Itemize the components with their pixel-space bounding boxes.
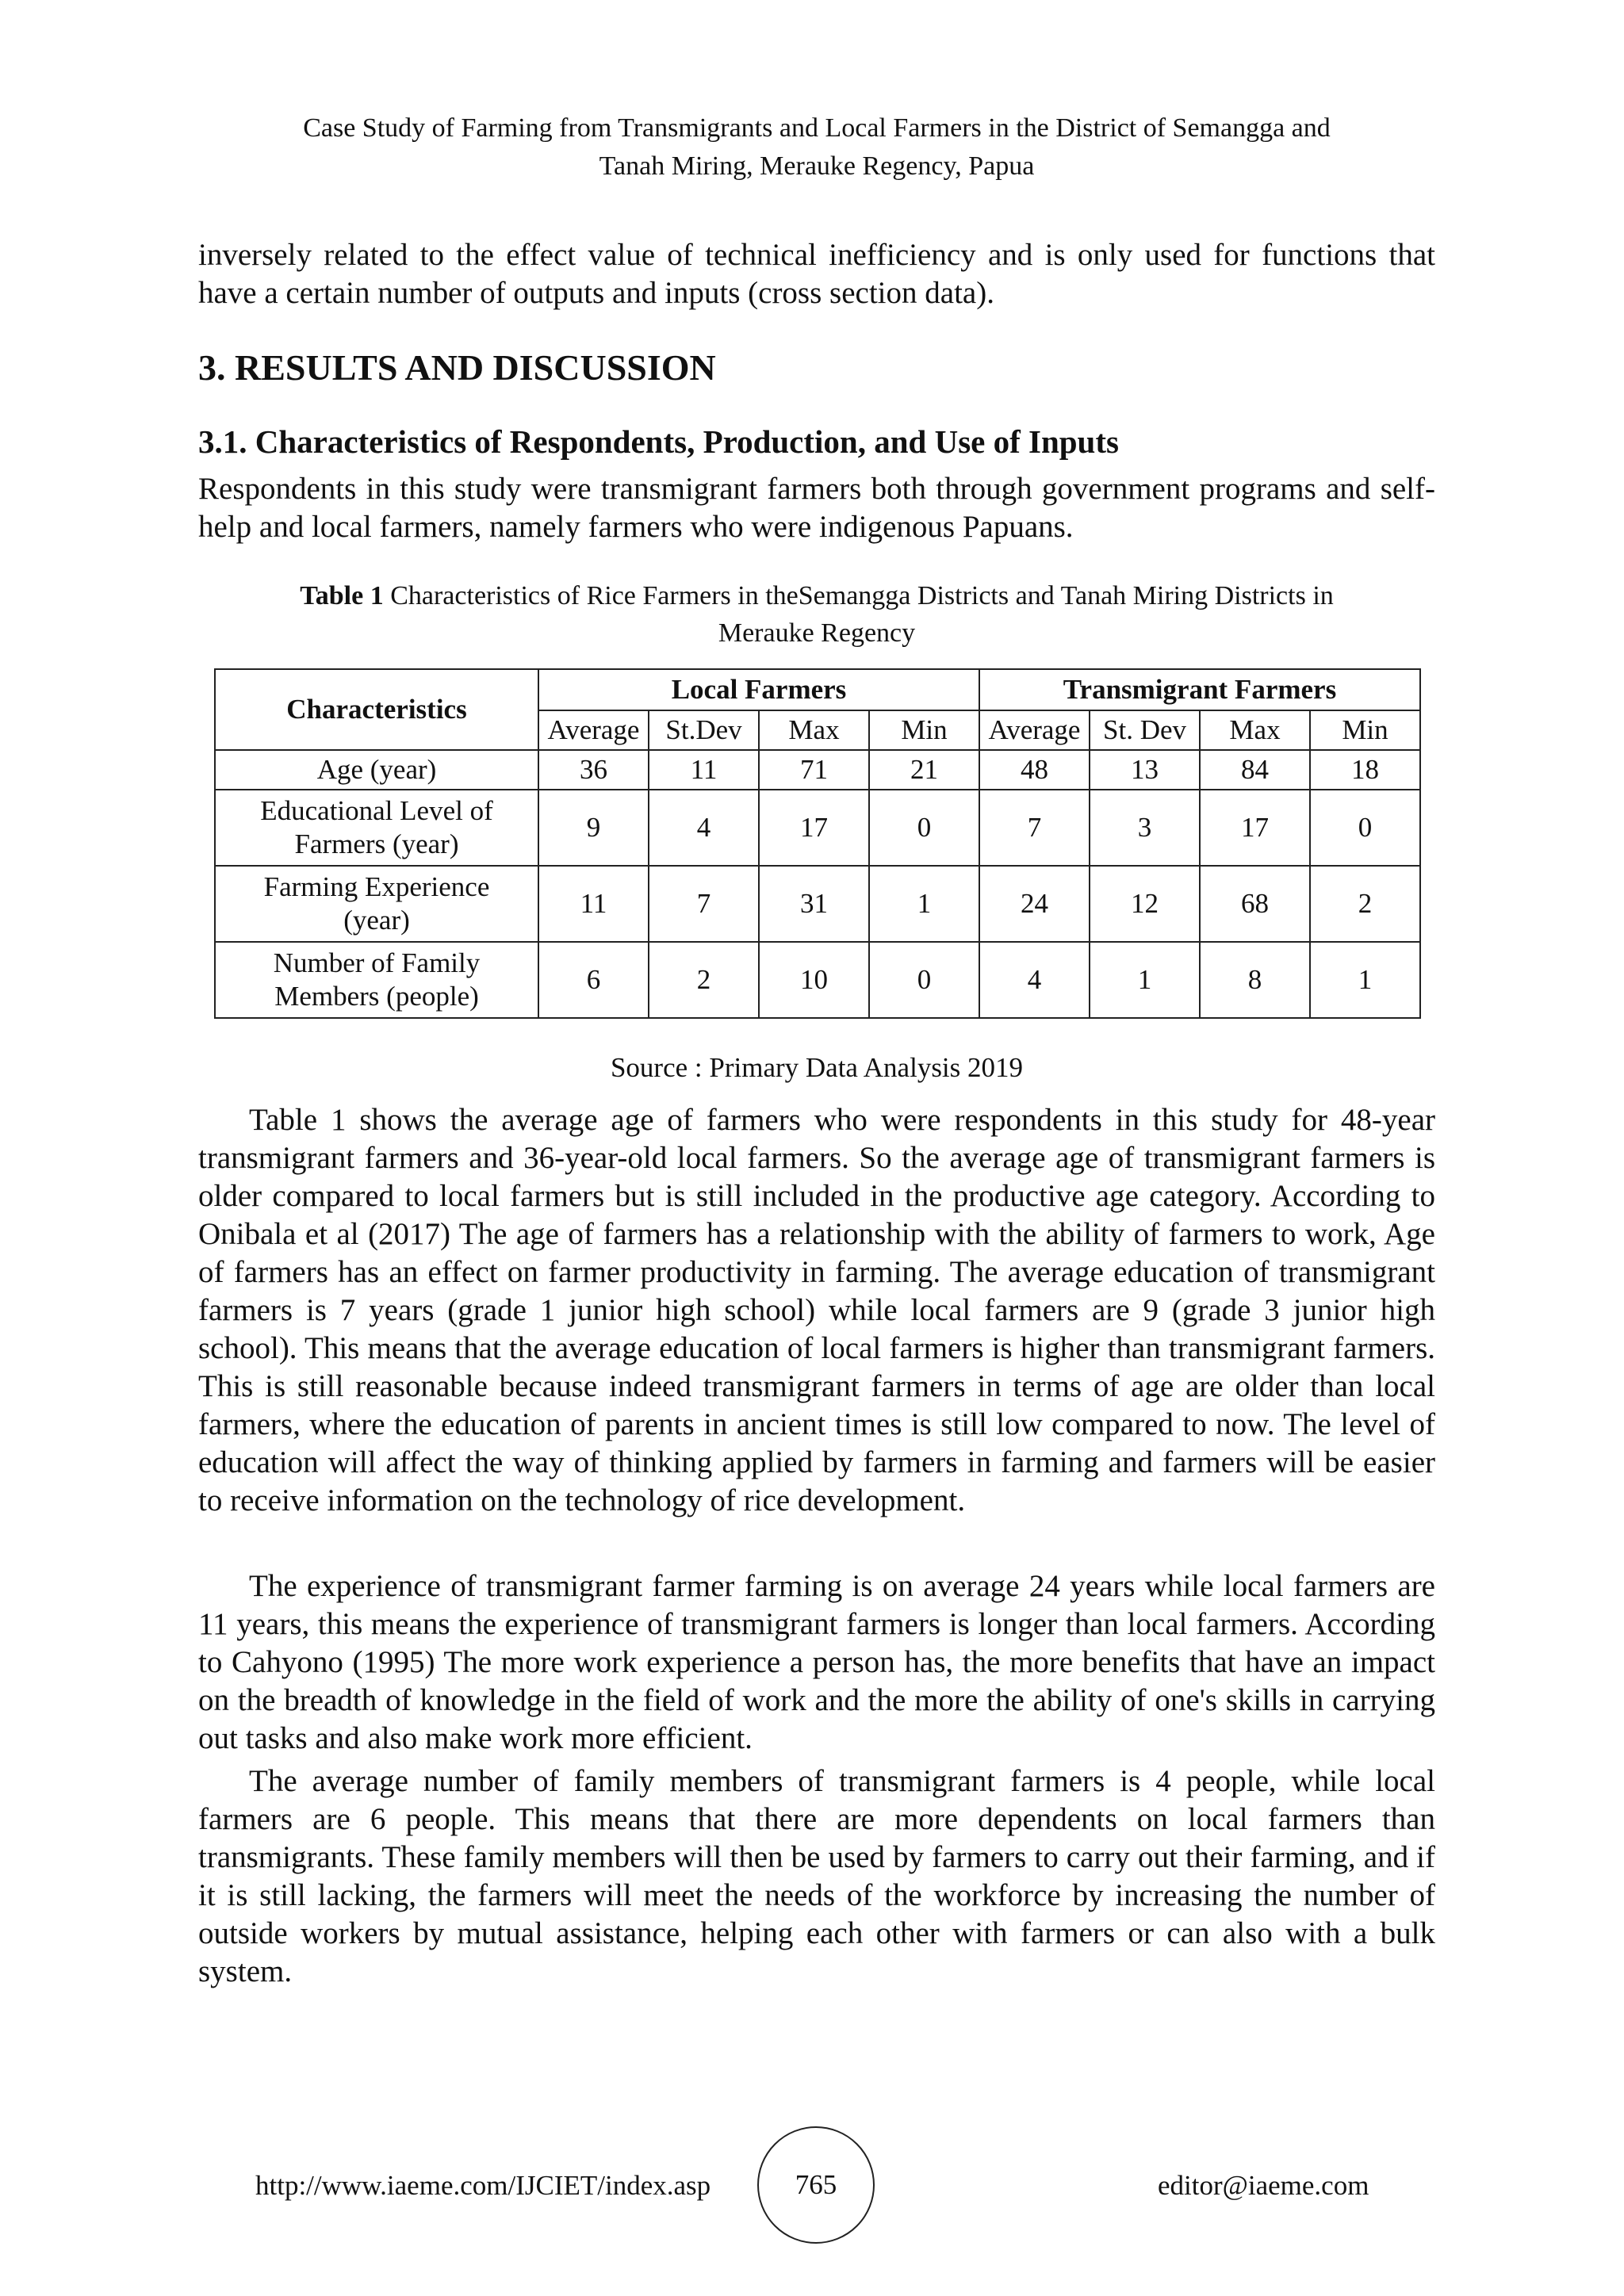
section-heading: 3. RESULTS AND DISCUSSION [198,347,716,388]
subheader-cell: Min [1310,710,1420,750]
table-cell: 1 [1310,942,1420,1018]
table-row [215,790,1420,866]
characteristics-table [214,668,1421,1019]
table-cell: 7 [649,866,759,942]
row-label-line1: Number of Family [273,947,481,978]
table-cell: 21 [869,750,979,790]
subheader-cell: Max [1200,710,1310,750]
table-cell: 17 [1200,790,1310,866]
table-cell: 1 [1090,942,1200,1018]
discussion-paragraph-1: Table 1 shows the average age of farmers who were respondents in this study for 48-year transmigrant farmers and 36-year-old local farmers. So the average age of transmigrant farmers is older compared to local farmers but is still included in the productive age category. According to Onibala et al (2017) The age of farmers has a relationship with the ability of farmers to work, Age of farmers has an effect on farmer productivity in farming. The average education of transmigrant farmers is 7 years (grade 1 junior high school) while local farmers are 9 (grade 3 junior high school). This means that the average education of local farmers is higher than transmigrant farmers. This is still reasonable because indeed transmigrant farmers in terms of age are older than local farmers, where the education of parents in ancient times is still low compared to now. The level of education will affect the way of thinking applied by farmers in farming and farmers will be easier to receive information on the technology of rice development. [198,1103,1435,1517]
footer-url: http://www.iaeme.com/IJCIET/index.asp [255,2170,711,2201]
subheader-cell: St.Dev [649,710,759,750]
row-label-line2: (year) [343,905,410,936]
table-cell: 11 [538,866,649,942]
table-cell: 1 [869,866,979,942]
table-source: Source : Primary Data Analysis 2019 [610,1052,1024,1083]
table-cell: 84 [1200,750,1310,790]
row-label [215,790,538,866]
discussion-paragraph-block-3 [198,1762,1435,1991]
row-label-line1: Farming Experience [263,871,490,902]
page-number-badge [757,2126,875,2244]
intro-paragraph: inversely related to the effect value of technical inefficiency and is only used for functions that have a certain number of outputs and inputs (cross section data). [198,238,1435,310]
intro-paragraph-block [198,236,1435,312]
subsection-paragraph-block [198,470,1435,546]
table-cell: 0 [869,790,979,866]
table-cell: 6 [538,942,649,1018]
subheader-cell: St. Dev [1090,710,1200,750]
table-caption [198,577,1435,652]
table-cell: 3 [1090,790,1200,866]
row-label [215,866,538,942]
discussion-paragraph-block-1 [198,1101,1435,1520]
row-label [215,750,538,790]
transmigrant-farmers-header: Transmigrant Farmers [979,669,1420,710]
table-cell: 2 [1310,866,1420,942]
table-cell: 8 [1200,942,1310,1018]
table-cell: 0 [869,942,979,1018]
running-header-line1: Case Study of Farming from Transmigrants and Local Farmers in the District of Semangga and [303,113,1331,143]
table-cell: 11 [649,750,759,790]
table-row [215,942,1420,1018]
row-label-line2: Farmers (year) [294,828,459,859]
table-cell: 9 [538,790,649,866]
subheader-cell: Max [759,710,869,750]
subsection-paragraph: Respondents in this study were transmigrant farmers both through government programs and self-help and local farmers, namely farmers who were indigenous Papuans. [198,472,1435,544]
table-cell: 71 [759,750,869,790]
discussion-paragraph-3: The average number of family members of transmigrant farmers is 4 people, while local farmers are 6 people. This means that there are more dependents on local farmers than transmigrants. These family members will then be used by farmers to carry out their farming, and if it is still lacking, the farmers will meet the needs of the workforce by increasing the number of outside workers by mutual assistance, helping each other with farmers or can also with a bulk system. [198,1764,1435,1988]
local-farmers-header: Local Farmers [538,669,979,710]
table-row [215,866,1420,942]
table-cell: 13 [1090,750,1200,790]
table-cell: 24 [979,866,1090,942]
table-cell: 10 [759,942,869,1018]
table-cell: 17 [759,790,869,866]
table-group-header-row [215,669,1420,710]
subheader-cell: Min [869,710,979,750]
row-label [215,942,538,1018]
running-header-line2: Tanah Miring, Merauke Regency, Papua [599,151,1035,181]
table-cell: 7 [979,790,1090,866]
table-cell: 4 [649,790,759,866]
table-cell: 12 [1090,866,1200,942]
table-caption-line1: Characteristics of Rice Farmers in theSemangga Districts and Tanah Miring Districts in [383,581,1334,610]
row-label-line1: Age (year) [316,754,437,785]
footer-email: editor@iaeme.com [1158,2170,1369,2201]
table-caption-label: Table 1 [300,581,384,610]
page-number: 765 [795,2169,837,2200]
subsection-heading: 3.1. Characteristics of Respondents, Production, and Use of Inputs [198,423,1119,460]
subheader-cell: Average [538,710,649,750]
discussion-paragraph-2: The experience of transmigrant farmer farming is on average 24 years while local farmers are 11 years, this means the experience of transmigrant farmers is longer than local farmers. According to Cahyono (1995) The more work experience a person has, the more benefits that have an impact on the breadth of knowledge in the field of work and the more the ability of one's skills in carrying out tasks and also make work more efficient. [198,1569,1435,1755]
running-header [198,109,1435,186]
discussion-paragraph-block-2 [198,1567,1435,1758]
table-cell: 68 [1200,866,1310,942]
characteristics-header: Characteristics [215,669,538,750]
table-row [215,750,1420,790]
table-cell: 36 [538,750,649,790]
subheader-cell: Average [979,710,1090,750]
table-caption-line2: Merauke Regency [718,618,916,648]
table-cell: 0 [1310,790,1420,866]
row-label-line1: Educational Level of [260,795,493,826]
table-cell: 31 [759,866,869,942]
row-label-line2: Members (people) [274,981,479,1012]
table-cell: 48 [979,750,1090,790]
table-cell: 4 [979,942,1090,1018]
table-cell: 2 [649,942,759,1018]
table-cell: 18 [1310,750,1420,790]
